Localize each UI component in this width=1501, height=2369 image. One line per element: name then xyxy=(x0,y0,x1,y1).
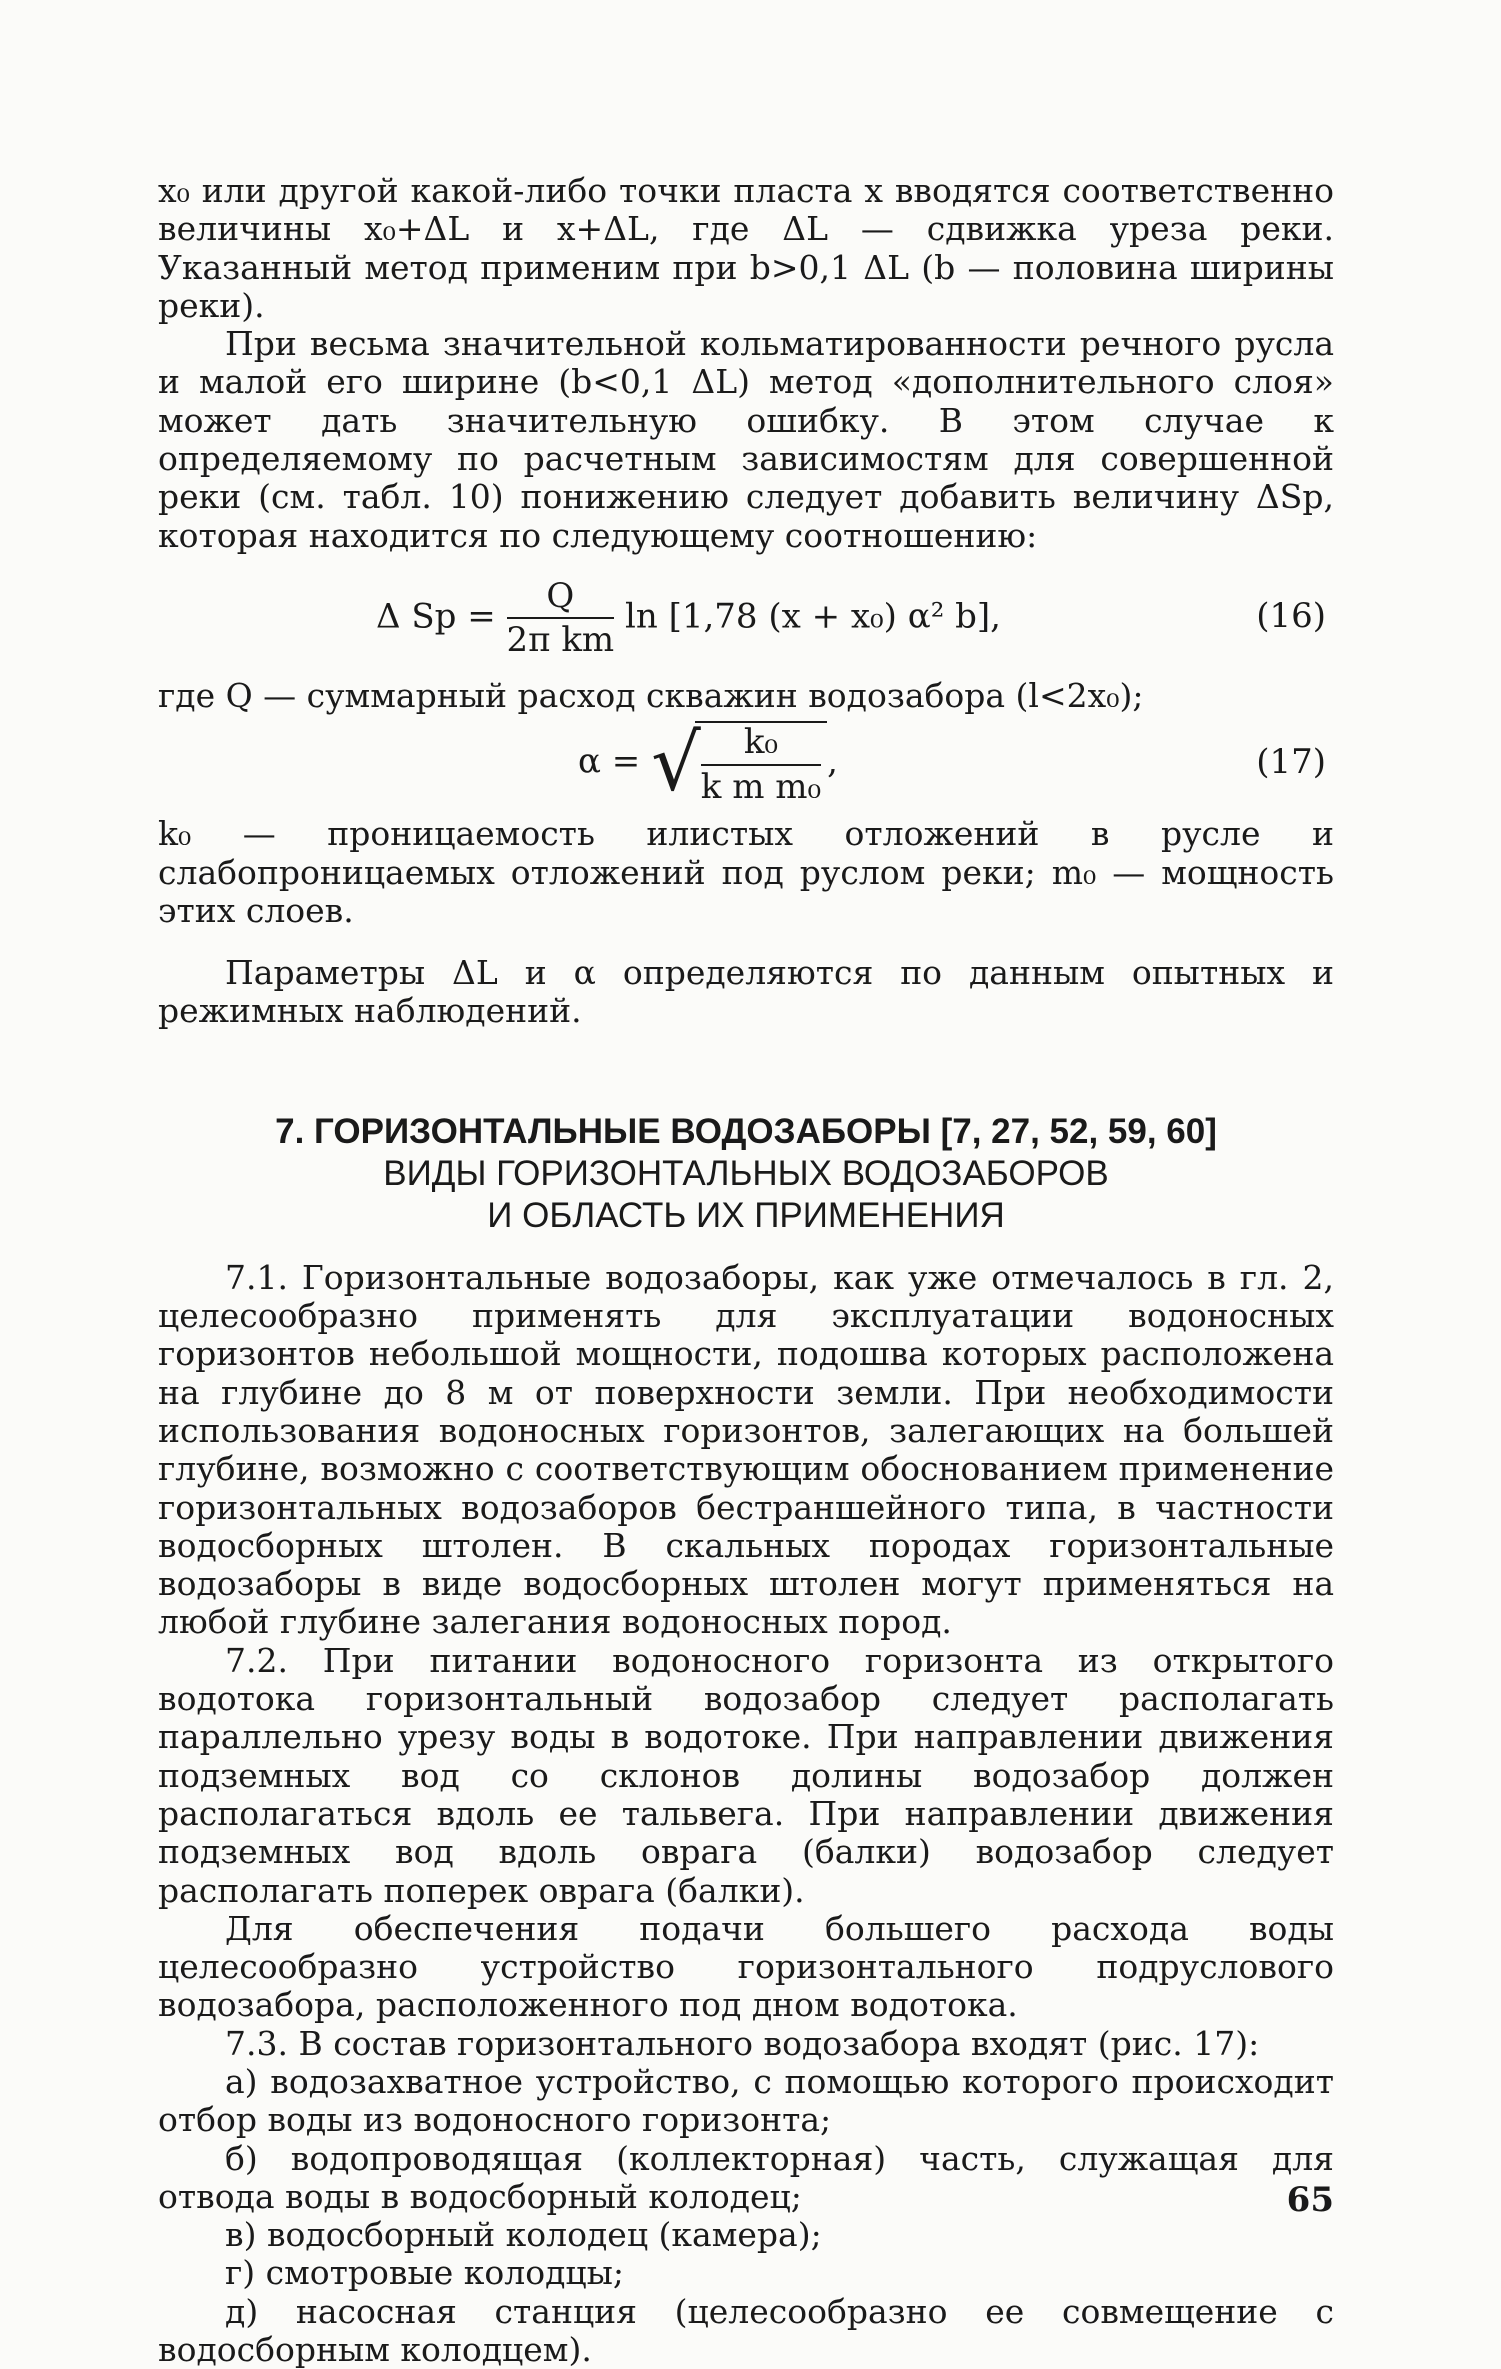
formula-17-denominator: k m m₀ xyxy=(700,766,822,807)
paragraph-7-2: 7.2. При питании водоносного горизонта из открытого водотока горизонтальный водозабор следует располагать параллельно урезу воды в водотоке. При направлении движения подземных вод со склонов долины водозабор должен располагаться вдоль ее тальвега. При направлении движения подземных вод вдоль оврага (балки) водозабор следует располагать поперек оврага (балки). xyxy=(158,1640,1334,1910)
paragraph-7-3: 7.3. В состав горизонтального водозабора входят (рис. 17): xyxy=(225,2023,1260,2063)
formula-16-denominator: 2π km xyxy=(506,620,615,661)
formula-17-number: (17) xyxy=(1256,742,1326,783)
formula-16-number: (16) xyxy=(1256,595,1326,636)
list-item: г) смотровые колодцы; xyxy=(225,2253,625,2293)
paragraph-top-2: При весьма значительной кольматированности речного русла и малой его ширине (b<0,1 ΔL) метод «дополнительного слоя» может дать значительную ошибку. В этом случае к определяемому по расчетным зависимостям для совершенной реки (см. табл. 10) понижению следует добавить величину ΔSр, которая находится по следующему соотношению: xyxy=(158,324,1334,555)
paragraph-top-1: x₀ или другой какой-либо точки пласта x вводятся соответственно величины x₀+ΔL и x+ΔL, где ΔL — сдвижка уреза реки. Указанный метод применим при b>0,1 ΔL (b — половина ширины реки). xyxy=(158,171,1334,325)
params-paragraph: Параметры ΔL и α определяются по данным опытных и режимных наблюдений. xyxy=(158,953,1334,1031)
list-item: д) насосная станция (целесообразно ее совмещение с водосборным колодцем). xyxy=(158,2291,1334,2369)
formula-17-fraction xyxy=(701,723,821,806)
section-title-line-1: 7. ГОРИЗОНТАЛЬНЫЕ ВОДОЗАБОРЫ [7, 27, 52, 59, 60] xyxy=(275,1111,1217,1151)
paragraph-7-1: 7.1. Горизонтальные водозаборы, как уже отмечалось в гл. 2, целесообразно применять для эксплуатации водоносных горизонтов небольшой мощности, подошва которых расположена на глубине до 8 м от поверхности земли. При необходимости использования водоносных горизонтов, залегающих на большей глубине, возможно с соответствующим обоснованием применение горизонтальных водозаборов бестраншейного типа, в частности водосборных штолен. В скальных породах горизонтальные водозаборы в виде водосборных штолен могут применяться на любой глубине залегания водоносных пород. xyxy=(158,1257,1334,1642)
formula-16-fraction xyxy=(507,577,615,660)
list-item: в) водосборный колодец (камера); xyxy=(225,2215,822,2255)
formula-16-lhs: Δ Sр = xyxy=(376,596,496,637)
page-body xyxy=(158,172,1334,2369)
formula-17-numerator: k₀ xyxy=(701,723,821,765)
paragraph-7-2b: Для обеспечения подачи большего расхода воды целесообразно устройство горизонтального подруслового водозабора, расположенного под дном водотока. xyxy=(158,1908,1334,2025)
where-q-line: где Q — суммарный расход скважин водозабора (l<2x₀); xyxy=(158,675,1144,715)
k0-definition: k₀ — проницаемость илистых отложений в русле и слабопроницаемых отложений под руслом реки; m₀ — мощность этих слоев. xyxy=(158,814,1334,930)
formula-17 xyxy=(158,715,1334,815)
formula-16-numerator: Q xyxy=(507,577,615,619)
formula-16-rhs: ln [1,78 (x + x₀) α² b], xyxy=(624,596,1001,637)
formula-16 xyxy=(158,569,1334,677)
formula-17-tail: , xyxy=(827,741,838,782)
formula-17-radicand xyxy=(695,721,827,806)
section-title-line-2: ВИДЫ ГОРИЗОНТАЛЬНЫХ ВОДОЗАБОРОВ xyxy=(383,1153,1109,1193)
list-item: а) водозахватное устройство, с помощью которого происходит отбор воды из водоносного горизонта; xyxy=(158,2061,1334,2140)
list-item: б) водопроводящая (коллекторная) часть, служащая для отвода воды в водосборный колодец; xyxy=(158,2138,1334,2216)
section-title xyxy=(158,1111,1334,1237)
formula-17-lhs: α = xyxy=(578,741,641,782)
page-number: 65 xyxy=(1286,2180,1334,2220)
section-title-line-3: И ОБЛАСТЬ ИХ ПРИМЕНЕНИЯ xyxy=(487,1195,1005,1235)
sqrt-icon: √ xyxy=(651,718,701,809)
